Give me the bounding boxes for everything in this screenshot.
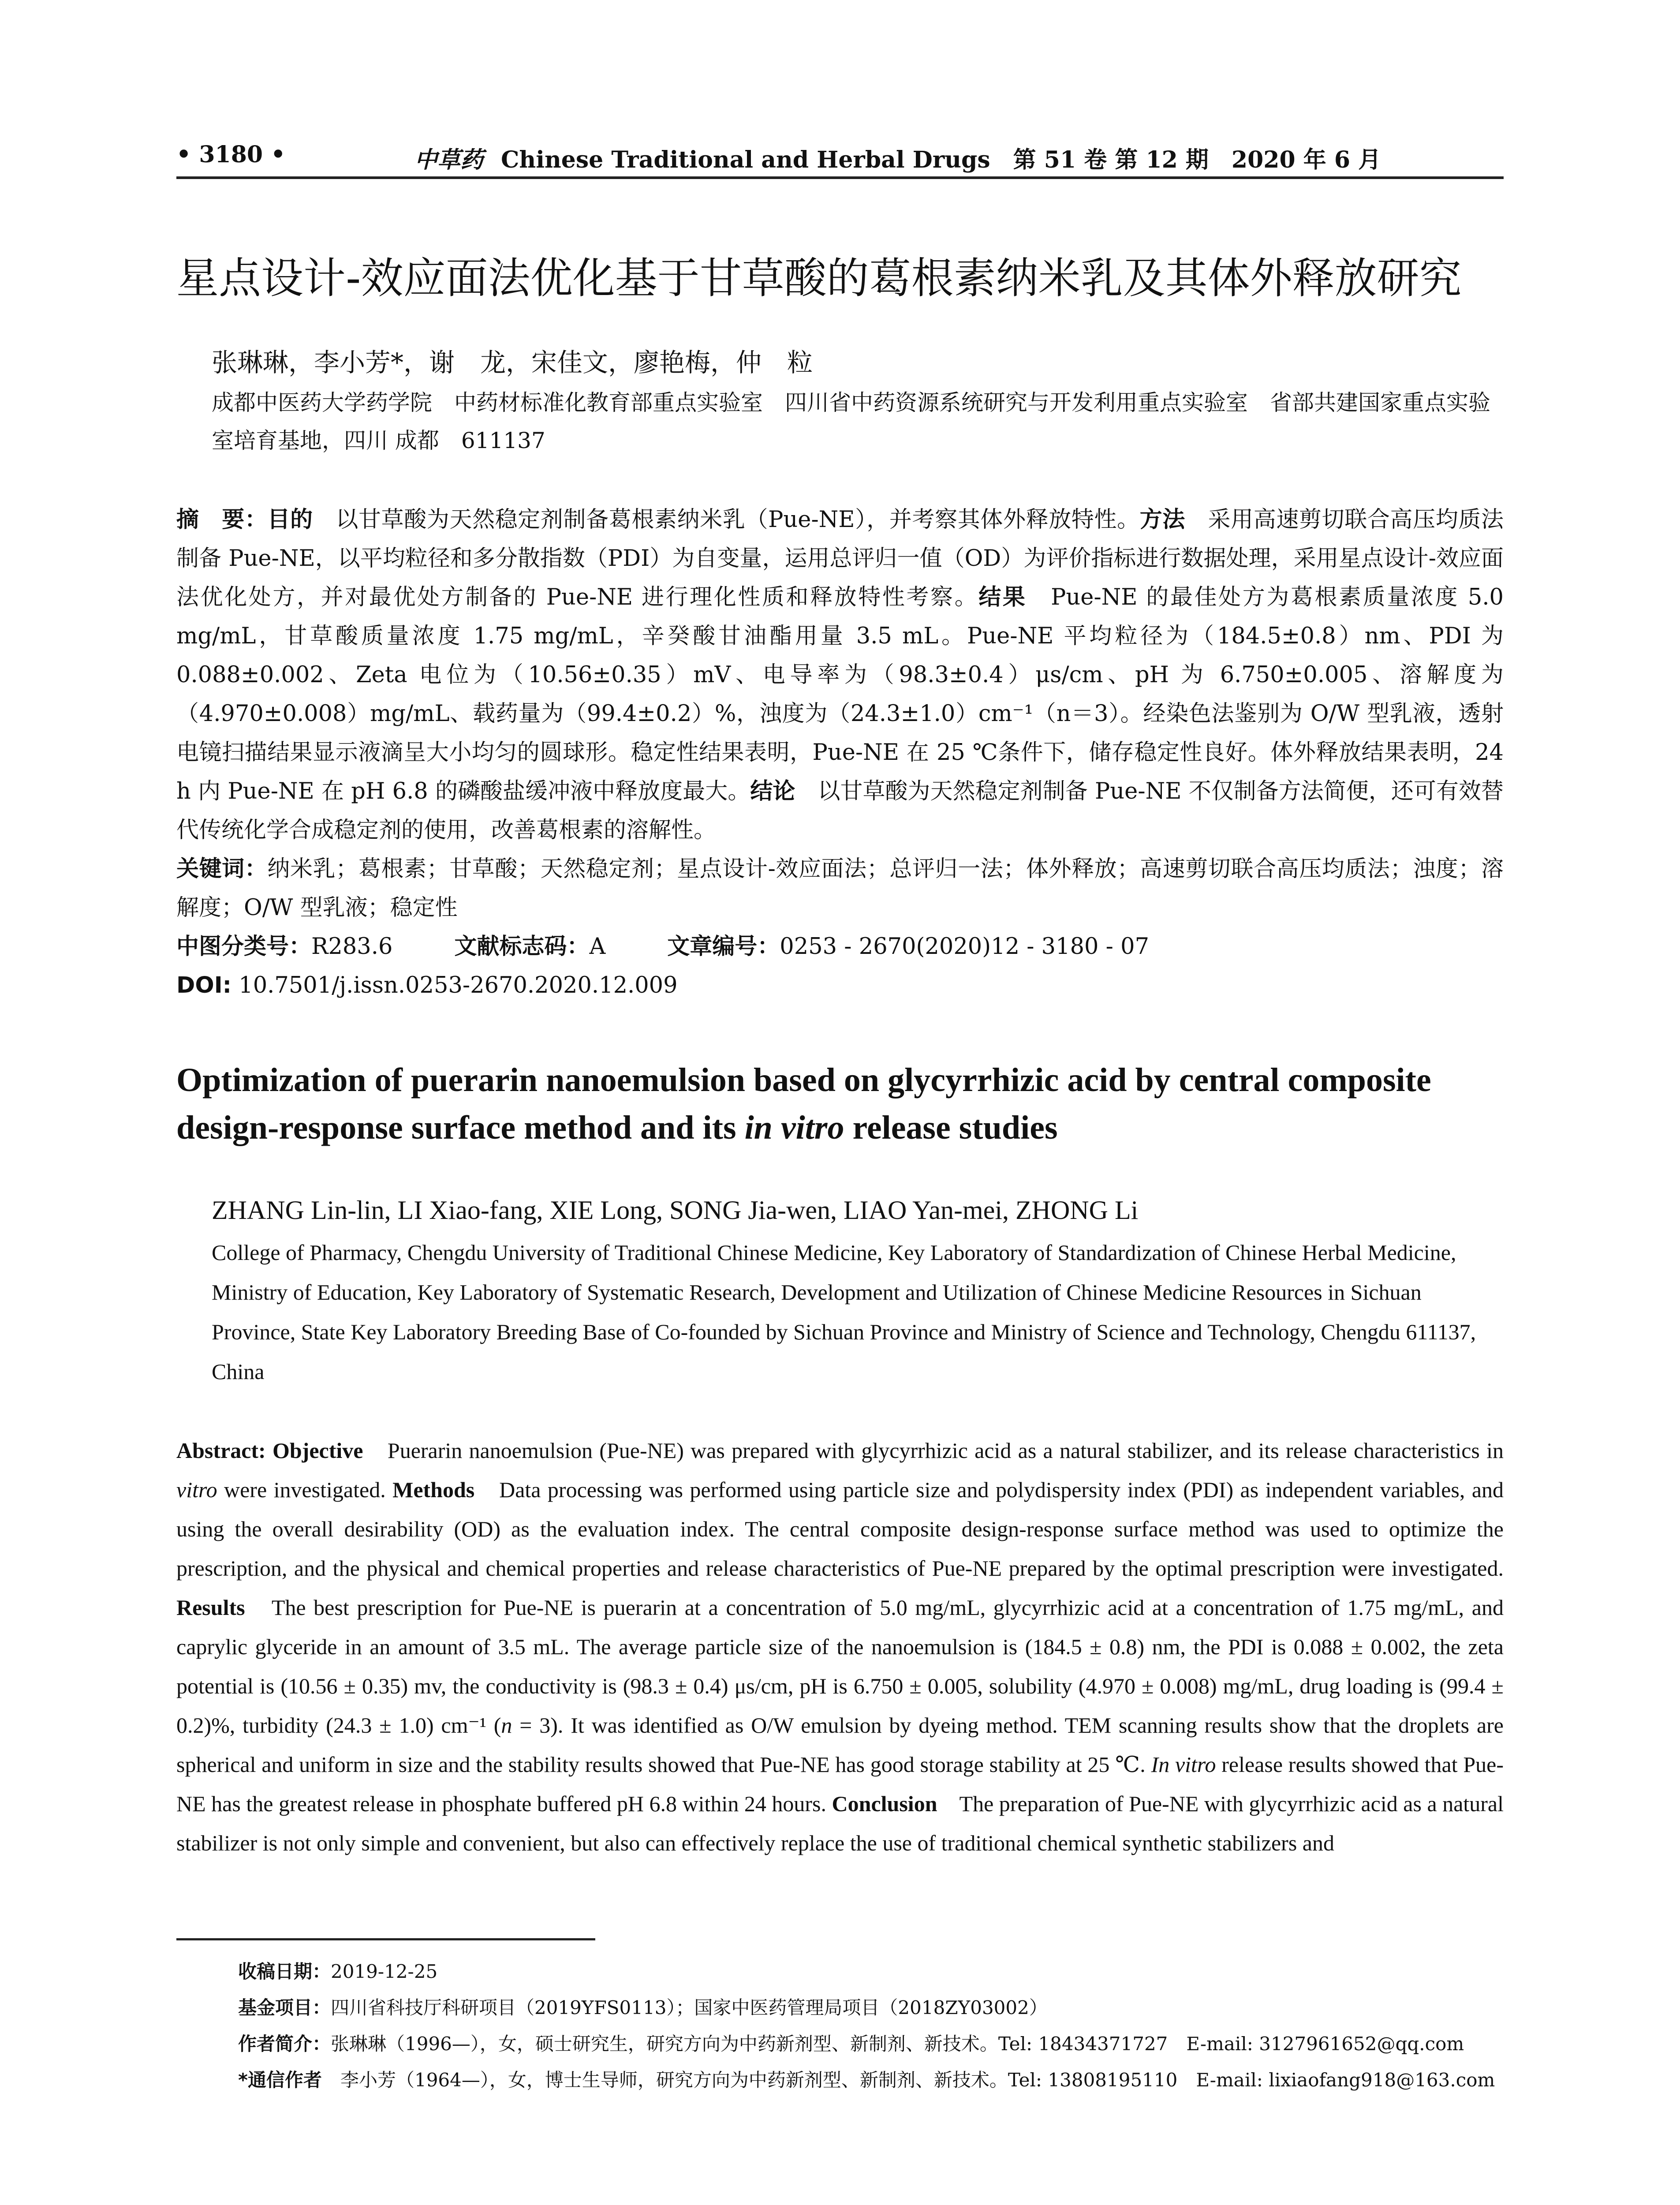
footnote-divider	[176, 1938, 595, 1940]
corresponding-value: 李小芳（1964—），女，博士生导师，研究方向为中药新剂型、新制剂、新技术。Tel: 13808195110 E-mail: lixiaofang918@163.com	[321, 2069, 1495, 2091]
title-en-part2: release studies	[844, 1109, 1058, 1146]
received-value: 2019-12-25	[331, 1961, 438, 1982]
title-english	[176, 1056, 1504, 1151]
affiliation-english: College of Pharmacy, Chengdu University of Traditional Chinese Medicine, Key Laboratory of Standardization of Chinese Herbal Medicine, Ministry of Education, Key Laboratory of Systematic Research, Development and Utilization of Chinese Medicine Resources in Sichuan Province, State Key Laboratory Breeding Base of Co-founded by Sichuan Province and Ministry of Science and Technology, Chengdu 611137, China	[212, 1240, 1476, 1384]
journal-info: Chinese Traditional and Herbal Drugs 第 51 卷 第 12 期 2020 年 6 月	[501, 146, 1381, 173]
author-bio-value: 张琳琳（1996—），女，硕士研究生，研究方向为中药新剂型、新制剂、新技术。Tel: 18434371727 E-mail: 3127961652@qq.com	[331, 2033, 1464, 2055]
doi-value[interactable]: 10.7501/j.issn.0253-2670.2020.12.009	[239, 972, 678, 998]
abstract-en-body	[176, 1431, 1504, 1863]
methods-cn-label: 方法	[1139, 507, 1185, 533]
results-en-italic: In vitro	[1151, 1752, 1216, 1777]
results-cn-text: Pue-NE 的最佳处方为葛根素质量浓度 5.0 mg/mL，甘草酸质量浓度 1.75 mg/mL，辛癸酸甘油酯用量 3.5 mL。Pue-NE 平均粒径为（184.5±0.8）nm、PDI 为 0.088±0.002、Zeta 电位为（10.56±0.35）mV、电导率为（98.3±0.4）μs/cm、pH 为 6.750±0.005、溶解度为（4.970±0.008）mg/mL、载药量为（99.4±0.2）%，浊度为（24.3±1.0）cm⁻¹（n＝3）。经染色法鉴别为 O/W 型乳液，透射电镜扫描结果显示液滴呈大小均匀的圆球形。稳定性结果表明，Pue-NE 在 25 ℃条件下，储存稳定性良好。体外释放结果表明，24 h 内 Pue-NE 在 pH 6.8 的磷酸盐缓冲液中释放度最大。	[176, 584, 1504, 804]
objective-en-italic: vitro	[176, 1477, 217, 1502]
conclusion-cn-label: 结论	[750, 778, 795, 804]
journal-line	[414, 141, 1381, 174]
authors-english: ZHANG Lin-lin, LI Xiao-fang, XIE Long, SONG Jia-wen, LIAO Yan-mei, ZHONG Li	[212, 1196, 1139, 1225]
results-en-text-c: release results showed that Pue-NE has the greatest release in phosphate buffered pH 6.8 within 24 hours.	[176, 1752, 1504, 1816]
running-header	[176, 141, 1504, 179]
fund-value: 四川省科技厅科研项目（2019YFS0113）；国家中医药管理局项目（2018ZY03002）	[331, 1997, 1048, 2018]
footnote-author	[238, 2026, 1508, 2062]
doi-line	[176, 966, 1504, 1005]
methods-en-label: Methods	[392, 1477, 475, 1502]
objective-cn-text: 以甘草酸为天然稳定剂制备葛根素纳米乳（Pue-NE），并考察其体外释放特性。	[313, 507, 1140, 533]
corresponding-label: *通信作者	[238, 2069, 322, 2091]
footnote-received	[238, 1954, 1508, 1990]
results-en-n: n	[501, 1713, 512, 1738]
conclusion-en-label: Conclusion	[832, 1791, 937, 1816]
doc-code-label: 文献标志码：	[454, 934, 590, 960]
methods-cn-text: 采用高速剪切联合高压均质法制备 Pue-NE，以平均粒径和多分散指数（PDI）为自变量，运用总评归一值（OD）为评价指标进行数据处理，采用星点设计-效应面法优化处方，并对最优处方制备的 Pue-NE 进行理化性质和释放特性考察。	[176, 507, 1504, 610]
footnotes	[238, 1954, 1508, 2098]
author-bio-label: 作者简介：	[238, 2033, 331, 2055]
results-en-text-b: = 3). It was identified as O/W emulsion by dyeing method. TEM scanning results show that the droplets are spherical and uniform in size and the stability results showed that Pue-NE has good storage stability at 25 ℃.	[176, 1713, 1504, 1777]
authors-chinese: 张琳琳，李小芳*，谢 龙，宋佳文，廖艳梅，仲 粒	[212, 348, 813, 377]
article-no-value: 0253 - 2670(2020)12 - 3180 - 07	[780, 934, 1150, 960]
doi-label: DOI:	[176, 972, 232, 998]
objective-en-text-a: Puerarin nanoemulsion (Pue-NE) was prepared with glycyrrhizic acid as a natural stabilizer, and its release characteristics in	[363, 1438, 1504, 1463]
title-en-italic: in vitro	[744, 1109, 844, 1146]
journal-logo: 中草药	[414, 146, 484, 173]
clc-label: 中图分类号：	[176, 934, 312, 960]
abstract-chinese	[176, 501, 1504, 1005]
abstract-cn-body	[176, 501, 1504, 850]
objective-cn-label: 目的	[267, 507, 313, 533]
results-cn-label: 结果	[978, 584, 1027, 610]
abstract-en-label: Abstract:	[176, 1438, 266, 1463]
conclusion-cn-text: 以甘草酸为天然稳定剂制备 Pue-NE 不仅制备方法简便，还可有效替代传统化学合成稳定剂的使用，改善葛根素的溶解性。	[176, 778, 1504, 843]
results-en-label: Results	[176, 1595, 245, 1620]
results-en-text-a: The best prescription for Pue-NE is puerarin at a concentration of 5.0 mg/mL, glycyrrhizic acid at a concentration of 1.75 mg/mL, and caprylic glyceride in an amount of 3.5 mL. The average particle size of the nanoemulsion is (184.5 ± 0.8) nm, the PDI is 0.088 ± 0.002, the zeta potential is (10.56 ± 0.35) mv, the conductivity is (98.3 ± 0.4) μs/cm, pH is 6.750 ± 0.005, solubility (4.970 ± 0.008) mg/mL, drug loading is (99.4 ± 0.2)%, turbidity (24.3 ± 1.0) cm⁻¹ (	[176, 1595, 1504, 1738]
title-en-part1: Optimization of puerarin nanoemulsion based on glycyrrhizic acid by central composite design-response surface method and its	[176, 1061, 1431, 1146]
conclusion-en-text: The preparation of Pue-NE with glycyrrhizic acid as a natural stabilizer is not only simple and convenient, but also can effectively replace the use of traditional chemical synthetic stabilizers and	[176, 1791, 1504, 1855]
clc-value: R283.6	[311, 934, 393, 960]
abstract-cn-label: 摘 要：	[176, 507, 268, 533]
footnote-corresponding	[238, 2062, 1508, 2098]
article-no-label: 文章编号：	[667, 934, 780, 960]
objective-en-label: Objective	[272, 1438, 363, 1463]
objective-en-text-b: were investigated.	[217, 1477, 386, 1502]
page-number: • 3180 •	[176, 141, 286, 168]
footnote-fund	[238, 1990, 1508, 2026]
keywords-label: 关键词：	[176, 856, 268, 882]
methods-en-text: Data processing was performed using particle size and polydispersity index (PDI) as independent variables, and using the overall desirability (OD) as the evaluation index. The central composite design-response surface method was used to optimize the prescription, and the physical and chemical properties and release characteristics of Pue-NE prepared by the optimal prescription were investigated.	[176, 1477, 1504, 1581]
affiliation-chinese: 成都中医药大学药学院 中药材标准化教育部重点实验室 四川省中药资源系统研究与开发利用重点实验室 省部共建国家重点实验室培育基地，四川 成都 611137	[212, 390, 1490, 453]
classification-line	[176, 927, 1504, 966]
fund-label: 基金项目：	[238, 1997, 331, 2018]
title-chinese: 星点设计-效应面法优化基于甘草酸的葛根素纳米乳及其体外释放研究	[176, 254, 1462, 303]
doc-code-value: A	[589, 934, 606, 960]
received-label: 收稿日期：	[238, 1961, 331, 1982]
abstract-english	[176, 1431, 1504, 1863]
keywords-text: 纳米乳；葛根素；甘草酸；天然稳定剂；星点设计-效应面法；总评归一法；体外释放；高速剪切联合高压均质法；浊度；溶解度；O/W 型乳液；稳定性	[176, 856, 1504, 921]
keywords-chinese	[176, 850, 1504, 927]
